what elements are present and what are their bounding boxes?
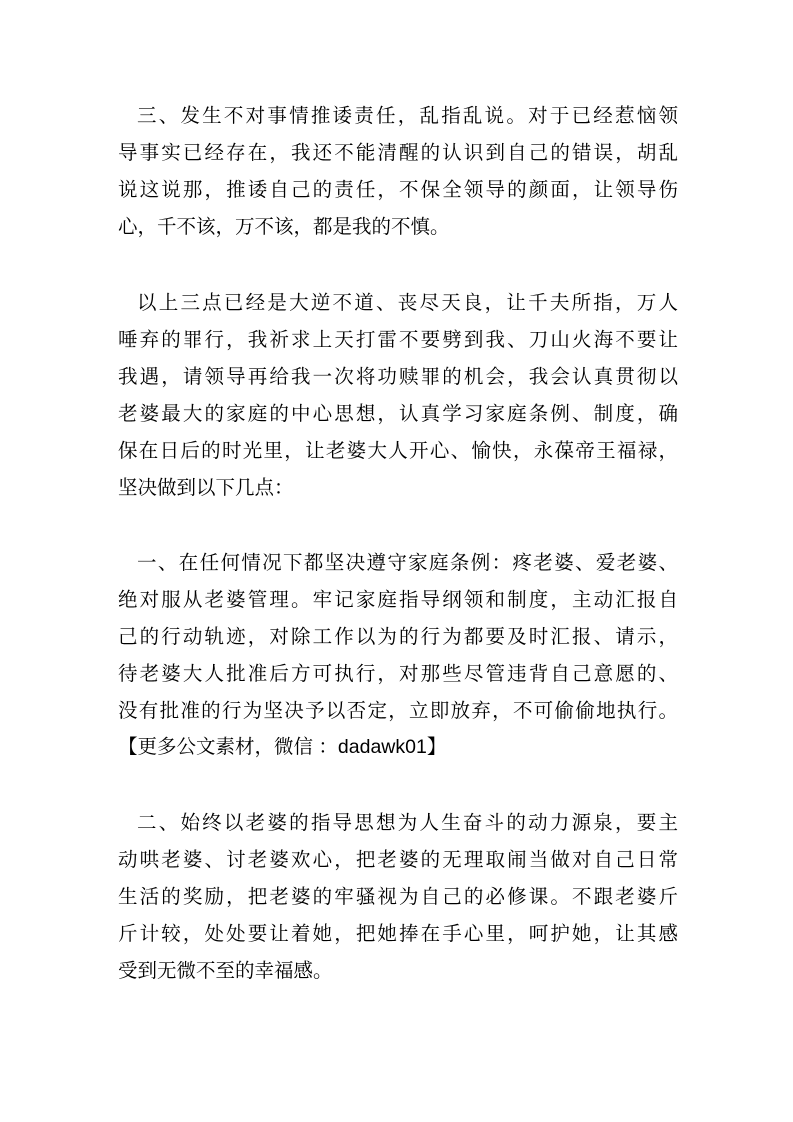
paragraph-line: 生活的奖励，把老婆的牢骚视为自己的必修课。不跟老婆斤	[118, 885, 678, 908]
paragraph-line: 我遇，请领导再给我一次将功赎罪的机会，我会认真贯彻以	[118, 365, 678, 388]
paragraph-line: 坚决做到以下几点：	[118, 476, 294, 499]
paragraph-line: 没有批准的行为坚决予以否定，立即放弃，不可偷偷地执行。	[118, 699, 678, 722]
paragraph-line: 一、在任何情况下都坚决遵守家庭条例：疼老婆、爱老婆、	[137, 551, 678, 574]
paragraph-line: 老婆最大的家庭的中心思想，认真学习家庭条例、制度，确	[118, 402, 678, 425]
paragraph-line: 待老婆大人批准后方可执行，对那些尽管违背自己意愿的、	[118, 662, 678, 685]
paragraph-line: 唾弃的罪行，我祈求上天打雷不要劈到我、刀山火海不要让	[118, 328, 678, 351]
paragraph-line: 导事实已经存在，我还不能清醒的认识到自己的错误，胡乱	[118, 141, 678, 164]
paragraph-one-family-rules	[118, 544, 678, 766]
paragraph-two-guiding-thought	[118, 804, 678, 989]
paragraph-line: 心，千不该，万不该，都是我的不慎。	[118, 215, 450, 238]
paragraph-line: 以上三点已经是大逆不道、丧尽天良，让千夫所指，万人	[137, 291, 678, 314]
paragraph-line: 说这说那，推诿自己的责任，不保全领导的颜面，让领导伤	[118, 178, 678, 201]
paragraph-line: 己的行动轨迹，对除工作以为的行为都要及时汇报、请示，	[118, 625, 678, 648]
promo-note: 【更多公文素材，微信 ：dadawk01】	[118, 736, 447, 758]
paragraph-line: 二、始终以老婆的指导思想为人生奋斗的动力源泉，要主	[137, 811, 678, 834]
paragraph-summary-pledge	[118, 284, 678, 506]
paragraph-line: 保在日后的时光里，让老婆大人开心、愉快，永葆帝王福禄，	[118, 439, 678, 462]
paragraph-line: 绝对服从老婆管理。牢记家庭指导纲领和制度，主动汇报自	[118, 588, 678, 611]
paragraph-line: 三、发生不对事情推诿责任，乱指乱说。对于已经惹恼领	[137, 104, 678, 127]
paragraph-three-shirking-responsibility	[118, 97, 678, 245]
paragraph-line: 动哄老婆、讨老婆欢心，把老婆的无理取闹当做对自己日常	[118, 848, 678, 871]
paragraph-line: 斤计较，处处要让着她，把她捧在手心里，呵护她，让其感	[118, 922, 678, 945]
paragraph-line: 受到无微不至的幸福感。	[118, 959, 333, 982]
